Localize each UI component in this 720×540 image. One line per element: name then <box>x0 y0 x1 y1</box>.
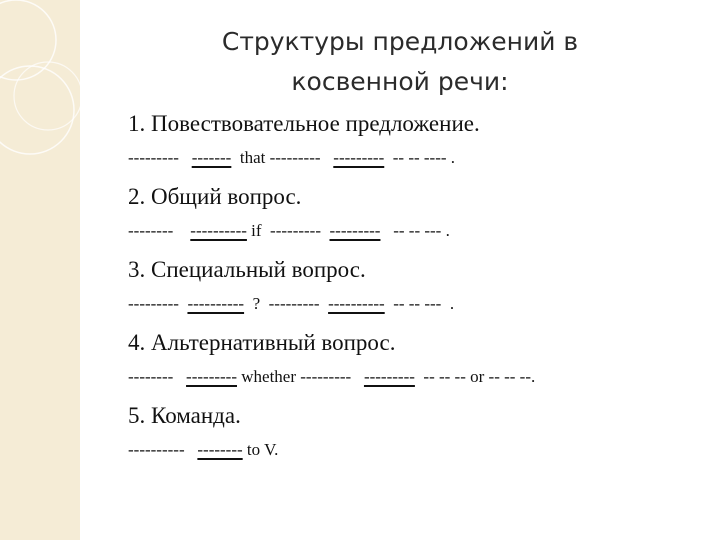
item-heading: 3. Специальный вопрос. <box>128 257 366 282</box>
pattern-part: -- -- ---- . <box>384 148 456 167</box>
pattern-underlined: --------- <box>333 148 385 167</box>
item-heading: 1. Повествовательное предложение. <box>128 111 480 136</box>
pattern-part: --------- <box>128 294 188 313</box>
list-item <box>128 252 708 325</box>
content-list <box>128 106 708 471</box>
pattern-part: that --------- <box>231 148 334 167</box>
item-pattern <box>128 141 708 179</box>
slide-title <box>140 22 660 102</box>
pattern-underlined: ------- <box>191 148 232 167</box>
item-heading: 5. Команда. <box>128 403 241 428</box>
item-pattern <box>128 287 708 325</box>
pattern-underlined: ---------- <box>328 294 385 313</box>
decorative-circles <box>0 0 80 540</box>
pattern-part: whether --------- <box>237 367 364 386</box>
pattern-part: -------- <box>128 367 187 386</box>
list-item <box>128 106 708 179</box>
pattern-underlined: --------- <box>329 221 381 240</box>
pattern-underlined: --------- <box>186 367 237 386</box>
pattern-part: -- -- --- . <box>380 221 450 240</box>
pattern-underlined: ---------- <box>190 221 247 240</box>
list-item <box>128 325 708 398</box>
pattern-part: -------- <box>128 221 191 240</box>
item-pattern <box>128 214 708 252</box>
pattern-underlined: --------- <box>363 367 415 386</box>
slide-title-line-1: Структуры предложений в <box>221 27 579 56</box>
decorative-sidebar <box>0 0 80 540</box>
pattern-underlined: -------- <box>197 440 243 459</box>
item-heading: 4. Альтернативный вопрос. <box>128 330 396 355</box>
pattern-part: -- -- --- . <box>384 294 455 313</box>
pattern-part: to V. <box>242 440 279 459</box>
pattern-part: --------- <box>128 148 192 167</box>
slide-title-line-2: косвенной речи: <box>291 67 509 96</box>
pattern-underlined: ---------- <box>187 294 245 313</box>
item-pattern <box>128 433 708 471</box>
list-item <box>128 398 708 471</box>
pattern-part: ? --------- <box>244 294 329 313</box>
list-item <box>128 179 708 252</box>
item-heading: 2. Общий вопрос. <box>128 184 302 209</box>
pattern-part: if --------- <box>246 221 330 240</box>
pattern-part: ---------- <box>128 440 198 459</box>
item-pattern <box>128 360 708 398</box>
pattern-part: -- -- -- or -- -- --. <box>414 367 536 386</box>
